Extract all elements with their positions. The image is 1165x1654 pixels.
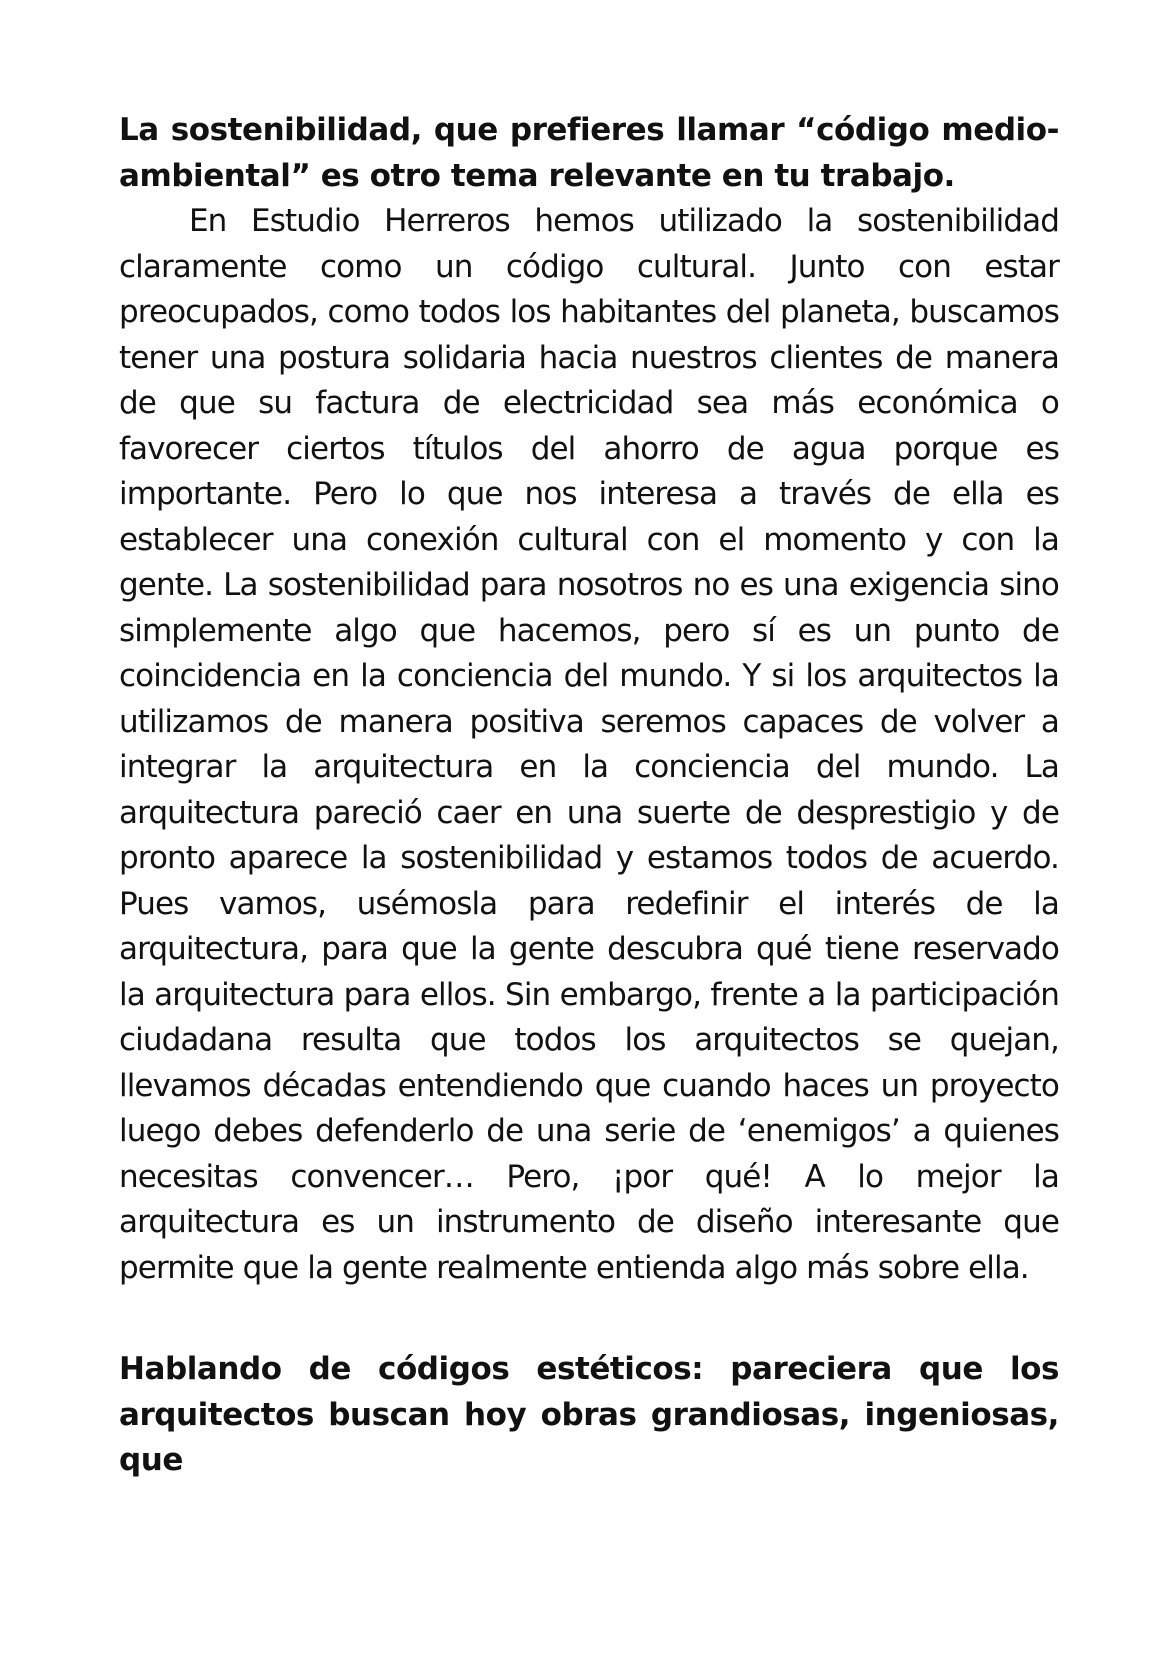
paragraph-gap [119,1291,1059,1347]
interview-question-sustainability: La sostenibilidad, que prefieres llamar “código medio-ambiental” es otro tema relevante en tu trabajo. [119,112,1059,194]
interview-question-aesthetic-codes: Hablando de códigos estéticos: pareciera que los arquitectos buscan hoy obras grandiosas, ingeniosas, que [119,1351,1059,1478]
interview-answer-sustainability: En Estudio Herreros hemos utilizado la sostenibilidad claramente como un código cultural. Junto con estar preocupados, como todos los habitantes del planeta, buscamos tener una postura solidaria hacia nuestros clientes de manera de que su factura de electricidad sea más económica o favorecer ciertos títulos del ahorro de agua porque es importante. Pero lo que nos interesa a través de ella es establecer una conexión cultural con el momento y con la gente. La sostenibilidad para nosotros no es una exigencia sino simplemente algo que hacemos, pero sí es un punto de coincidencia en la conciencia del mundo. Y si los arquitectos la utilizamos de manera positiva seremos capaces de volver a integrar la arquitectura en la conciencia del mundo. La arquitectura pareció caer en una suerte de desprestigio y de pronto aparece la sostenibilidad y estamos todos de acuerdo. Pues vamos, usémosla para redefinir el interés de la arquitectura, para que la gente descubra qué tiene reservado la arquitectura para ellos. Sin embargo, frente a la participación ciudadana resulta que todos los arquitectos se quejan, llevamos décadas entendiendo que cuando haces un proyecto luego debes defenderlo de una serie de ‘enemigos’ a quienes necesitas convencer… Pero, ¡por qué! A lo mejor la arquitectura es un instrumento de diseño interesante que permite que la gente realmente entienda algo más sobre ella. [119,203,1059,1286]
document-page [119,108,1059,1484]
